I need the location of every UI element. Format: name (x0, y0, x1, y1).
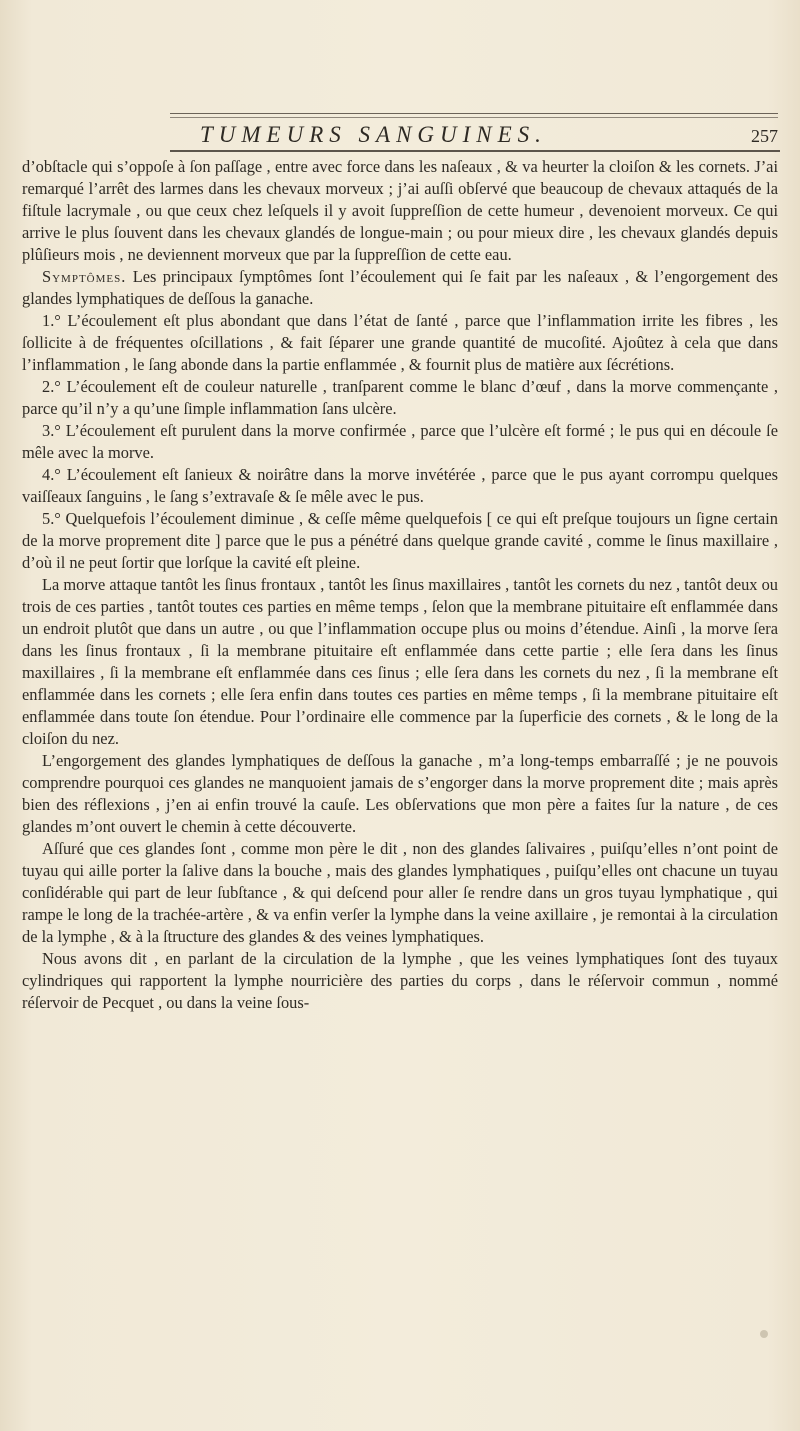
paragraph (22, 574, 778, 750)
section-lead: Symptômes. (42, 267, 127, 286)
paragraph-text: L’engorgement des glandes lymphatiques de deſſous la ganache , m’a long-temps embarraſſé ; je ne pouvois comprendre pourquoi ces glandes ne manquoient jamais de s’engorger dans la morve proprement dite ; mais après bien des réflexions , j’en ai enfin trouvé la cauſe. Les obſervations que mon père a faites ſur la nature , de ces glandes m’ont ouvert le chemin à cette découverte. (22, 751, 778, 836)
header-rule (170, 150, 780, 152)
paragraph (22, 156, 778, 266)
paragraph (22, 750, 778, 838)
paragraph-text: Aſſuré que ces glandes ſont , comme mon père le dit , non des glandes ſalivaires , puiſqu’elles n’ont point de tuyau qui aille porter la ſalive dans la bouche , mais des glandes lymphatiques , puiſqu’elles ont chacune un tuyau conſidérable qui part de leur ſubſtance , & qui deſcend pour aller ſe rendre dans un gros tuyau lymphatique , qui rampe le long de la trachée-artère , & va enfin verſer la lymphe dans la veine axillaire , je remontai à la circulation de la lymphe , & à la ſtructure des glandes & des veines lymphatiques. (22, 839, 778, 946)
top-rule-thin (170, 117, 778, 118)
paragraph (22, 376, 778, 420)
paragraph-text: Les principaux ſymptômes ſont l’écoulement qui ſe fait par les naſeaux , & l’engorgement des glandes lymphatiques de deſſous la ganache. (22, 267, 778, 308)
paragraph (22, 420, 778, 464)
paragraph-text: La morve attaque tantôt les ſinus frontaux , tantôt les ſinus maxillaires , tantôt les cornets du nez , tantôt deux ou trois de ces parties , tantôt toutes ces parties en même temps , ſelon que la membrane pituitaire eſt enflammée dans un endroit plutôt que dans un autre , ou que l’inflammation occupe plus ou moins d’étendue. Ainſi , la morve ſera dans les ſinus frontaux , ſi la membrane pituitaire eſt enflammée dans cette partie ; elle ſera dans les ſinus maxillaires , ſi la membrane eſt enflammée dans ces ſinus ; elle ſera dans les cornets du nez , ſi la membrane eſt enflammée dans les cornets ; elle ſera enfin dans toutes ces parties en même temps , ſi la membrane pituitaire eſt enflammée dans toute ſon étendue. Pour l’ordinaire elle commence par la ſuperficie des cornets , & le long de la cloiſon du nez. (22, 575, 778, 748)
paragraph (22, 310, 778, 376)
paragraph (22, 266, 778, 310)
top-rule (170, 113, 778, 114)
body-text (22, 156, 778, 1014)
ink-spot (760, 1330, 768, 1338)
paragraph-text: Nous avons dit , en parlant de la circulation de la lymphe , que les veines lymphatiques ſont des tuyaux cylindriques qui rapportent la lymphe nourricière des parties du corps , dans le réſervoir commun , nommé réſervoir de Pecquet , ou dans la veine ſous- (22, 949, 778, 1012)
page-header (170, 120, 780, 152)
paragraph (22, 838, 778, 948)
running-title: TUMEURS SANGUINES. (200, 122, 547, 147)
paragraph-text: d’obſtacle qui s’oppoſe à ſon paſſage , entre avec force dans les naſeaux , & va heurter la cloiſon & les cornets. J’ai remarqué l’arrêt des larmes dans les chevaux morveux ; j’ai auſſi obſervé que beaucoup de chevaux attaqués de la fiſtule lacrymale , ou que ceux chez leſquels il y avoit ſuppreſſion de cette humeur , devenoient morveux. Ce qui arrive le plus ſouvent dans les chevaux glandés de longue-main ; ou pour mieux dire , les chevaux glandés depuis plûſieurs mois , ne deviennent morveux que par la ſuppreſſion de cette eau. (22, 157, 778, 264)
paragraph (22, 464, 778, 508)
paragraph (22, 508, 778, 574)
paragraph-text: 1.° L’écoulement eſt plus abondant que dans l’état de ſanté , parce que l’inflammation irrite les fibres , les ſollicite à de fréquentes oſcillations , & fait ſéparer une grande quantité de mucoſité. Ajoûtez à cela que dans l’inflammation , le ſang abonde dans la partie enflammée , & fournit plus de matière aux ſécrétions. (22, 311, 778, 374)
paragraph-text: 4.° L’écoulement eſt ſanieux & noirâtre dans la morve invétérée , parce que le pus ayant corrompu quelques vaiſſeaux ſanguins , le ſang s’extravaſe & ſe mêle avec le pus. (22, 465, 778, 506)
paragraph-text: 2.° L’écoulement eſt de couleur naturelle , tranſparent comme le blanc d’œuf , dans la morve commençante , parce qu’il n’y a qu’une ſimple inflammation ſans ulcère. (22, 377, 778, 418)
paragraph (22, 948, 778, 1014)
paragraph-text: 3.° L’écoulement eſt purulent dans la morve confirmée , parce que l’ulcère eſt formé ; le pus qui en découle ſe mêle avec la morve. (22, 421, 778, 462)
page-number: 257 (751, 126, 778, 146)
paragraph-text: 5.° Quelquefois l’écoulement diminue , & ceſſe même quelquefois [ ce qui eſt preſque toujours un ſigne certain de la morve proprement dite ] parce que le pus a pénétré dans quelque grande cavité , comme le ſinus maxillaire , d’où il ne peut ſortir que lorſque la cavité eſt pleine. (22, 509, 778, 572)
